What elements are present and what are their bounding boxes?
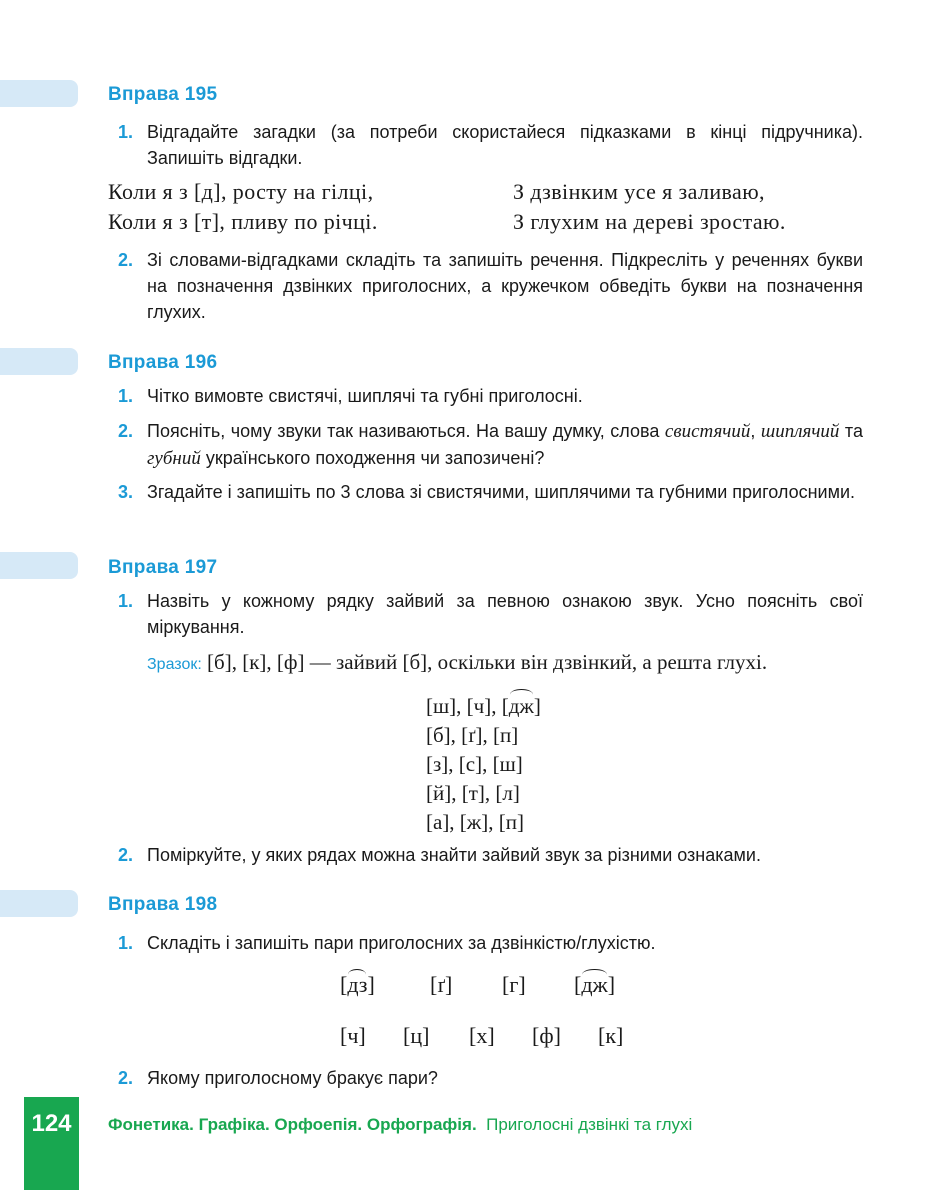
sound-item: [ґ] [430,972,453,997]
section-tab [0,348,78,375]
task-number: 1. [118,933,134,953]
sound-item: [г] [502,972,526,997]
sample-text: [б], [к], [ф] — зайвий [б], оскільки він дзвінкий, а решта глухі. [201,650,768,674]
affricate-sound: дз [347,972,368,997]
bracket: ] [607,972,616,997]
sound-row-part: ] [533,694,541,718]
exercise-title-195: Вправа 195 [108,84,218,105]
bracket: [ [574,972,582,997]
task-text: Назвіть у кожному рядку зайвий за певною ознакою звук. Усно поясніть свої міркування. [147,591,863,637]
section-tab [0,890,78,917]
running-footer [108,1115,692,1135]
task-text: Відгадайте загадки (за потреби скористайеся підказками в кінці підручника). Запишіть відгадки. [147,122,863,168]
exercise-title-197: Вправа 197 [108,557,218,578]
riddle-line: З дзвінким усе я заливаю, [513,179,765,204]
sound-item: [ч] [340,1023,366,1048]
sound-item: [ф] [532,1023,561,1048]
text-fragment: українського походження чи запозичені? [200,448,545,468]
sound-row: [б], [ґ], [п] [426,723,519,747]
bracket: [ [340,972,348,997]
task-text: Згадайте і запишіть по 3 слова зі свистячими, шиплячими та губними приголосними. [147,482,856,502]
sound-dz [340,972,375,998]
italic-term: свистячий [664,421,751,442]
task-196-2 [118,418,863,472]
footer-topic: Приголосні дзвінкі та глухі [486,1115,693,1134]
task-197-1 [118,588,863,640]
text-fragment: , [750,421,761,441]
task-number: 1. [118,386,134,406]
task-text: Якому приголосному бракує пари? [147,1068,438,1088]
task-196-1 [118,383,863,409]
sound-row: [й], [т], [л] [426,781,520,805]
task-text: Чітко вимовте свистячі, шиплячі та губні приголосні. [147,386,583,406]
task-196-3 [118,479,863,505]
exercise-title-196: Вправа 196 [108,352,218,373]
task-number: 1. [118,591,134,611]
sound-rows [426,692,541,837]
section-tab [0,552,78,579]
riddle-line: Коли я з [д], росту на гілці, [108,179,374,204]
sound-row [426,692,541,721]
page-number: 124 [31,1110,72,1137]
italic-term: шиплячий [760,421,840,442]
sound-row: [з], [с], [ш] [426,752,523,776]
riddle-left [108,177,378,237]
sample-block [147,647,862,680]
task-text [147,418,863,472]
task-text: Поміркуйте, у яких рядах можна знайти зайвий звук за різними ознаками. [147,845,761,865]
section-tab [0,80,78,107]
task-number: 1. [118,122,134,142]
riddle-line: З глухим на дереві зростаю. [513,209,786,234]
bracket: ] [367,972,375,997]
sound-item: [ц] [403,1023,430,1048]
task-197-2 [118,842,863,868]
task-number: 2. [118,1068,134,1088]
task-195-2 [118,247,863,325]
sample-label: Зразок: [147,656,202,673]
italic-term: губний [147,448,201,469]
exercise-title-198: Вправа 198 [108,894,218,915]
task-number: 3. [118,482,134,502]
affricate-sound: дж [581,972,608,997]
task-number: 2. [118,845,134,865]
task-195-1 [118,119,863,171]
riddle-line: Коли я з [т], пливу по річці. [108,209,378,234]
task-number: 2. [118,250,134,270]
footer-section: Фонетика. Графіка. Орфоепія. Орфографія. [108,1115,477,1134]
affricate-sound: дж [509,692,534,721]
sound-row-part: [ш], [ч], [ [426,694,509,718]
text-fragment: та [839,421,863,441]
sound-item: [к] [598,1023,624,1048]
sound-dzh [574,972,615,998]
sound-row: [а], [ж], [п] [426,810,525,834]
task-198-2 [118,1065,863,1091]
task-text: Складіть і запишіть пари приголосних за дзвінкістю/глухістю. [147,933,656,953]
task-text: Зі словами-відгадками складіть та запишіть речення. Підкресліть у реченнях букви на позначення дзвінких приголосних, а кружечком обведіть букви на позначення глухих. [147,250,863,322]
task-198-1 [118,930,863,956]
text-fragment: Поясніть, чому звуки так називаються. На вашу думку, слова [147,421,665,441]
sound-item: [х] [469,1023,495,1048]
riddle-right [513,177,786,237]
task-number: 2. [118,421,134,441]
